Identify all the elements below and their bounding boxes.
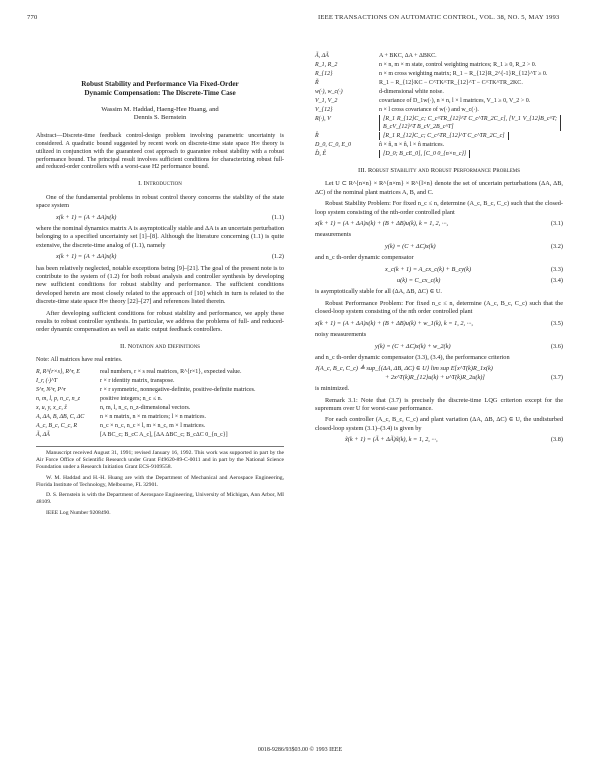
notation-row	[36, 395, 284, 404]
equation-number: (3.4)	[550, 277, 563, 285]
footnotes	[36, 446, 284, 517]
definition-row	[315, 150, 563, 159]
equation-3-6	[375, 343, 563, 351]
intro-paragraph-3: has been relatively neglected, notable exceptions being [9]–[21]. The goal of the present note is to contribute to the system of (1.2) for both robust analysis and controller synthesis by developing new sufficient conditions for robust stability and performance. The sufficient conditions developed herein are most closely related to the approach of [10] which in turn is related to the discrete-time state space H∞ theory [22]–[27] and references listed therein.	[36, 264, 284, 306]
equation-1-2	[56, 253, 284, 261]
equation-3-3	[385, 266, 563, 274]
equation-body: u(k) = C_cx_c(k)	[397, 277, 441, 285]
definition-symbol: V_1, V_2	[315, 98, 338, 104]
definition-text: A + BKC, ΔA + ΔBKC.	[379, 53, 437, 59]
equation-3-7	[315, 365, 563, 382]
equation-3-1	[315, 220, 563, 228]
notation-symbol: A_c, B_c, C_c, R	[36, 422, 77, 429]
definition-row	[315, 132, 563, 141]
equation-body: x(k + 1) = (A + ΔA)x(k)	[56, 213, 117, 221]
equation-number: (3.5)	[550, 319, 563, 327]
definition-symbol: R(·), V	[315, 116, 331, 122]
block-matrix: [R_1 R_{12}C_c; C_c^TR_{12}^T C_c^TR_2C_c], [V_1 V_{12}B_c^T; B_cV_{12}^T B_cV_2B_c^T]	[379, 115, 561, 131]
notation-definition: positive integers; n_c ≤ n.	[100, 395, 163, 402]
equation-number: (3.2)	[550, 242, 563, 250]
equation-body: + 2x^T(k)R_{12}u(k) + u^T(k)R_2u(k)]	[385, 373, 485, 381]
equation-3-4	[397, 277, 563, 285]
block-matrix: [D_0; B_cE_0], [C_0 0_{n×n_c}]	[379, 150, 470, 158]
journal-header: IEEE TRANSACTIONS ON AUTOMATIC CONTROL, VOL. 38, NO. 5, MAY 1993	[318, 14, 560, 21]
definition-row	[315, 52, 563, 61]
notation-symbol: I_r, (·)^T	[36, 377, 58, 384]
notation-definition: r × r symmetric, nonnegative-definite, positive-definite matrices.	[100, 386, 256, 393]
definition-row	[315, 61, 563, 70]
notation-table	[36, 368, 284, 440]
section-3-paragraph-8: and n_c th-order dynamic compensator (3.3), (3.4), the performance criterion	[315, 353, 510, 361]
authors-line-1: Wassim M. Haddad, Haeng-Hee Huang, and	[101, 106, 219, 113]
authors	[36, 106, 284, 123]
notation-symbol: x, u, y, x_c, ẑ	[36, 404, 67, 411]
definition-symbol: V_{12}	[315, 107, 333, 113]
equation-3-2	[385, 243, 563, 251]
definition-row	[315, 106, 563, 115]
definition-row	[315, 115, 563, 132]
definition-text: n × l cross covariance of w(·) and w_c(·).	[379, 107, 479, 113]
definition-symbol: w(·), w_c(·)	[315, 89, 343, 95]
equation-body: x(k + 1) = (A + ΔA)x(k)	[56, 253, 117, 261]
intro-heading: I. Introduction	[138, 180, 182, 188]
definition-symbol: D_0, C_0, E_0	[315, 142, 351, 148]
section-3-paragraph-11: For each controller (A_c, B_c, C_c) and plant variation (ΔA, ΔB, ΔC) ∈ U, the undisturbed closed-loop system (3.1)–(3.4) is given by	[315, 416, 563, 432]
equation-line-1: J(A_c, B_c, C_c) ≜ sup_{(ΔA, ΔB, ΔC) ∈ U} lim sup E[x^T(k)R_1x(k)	[315, 365, 493, 373]
title-line-1: Robust Stability and Performance Via Fixed-Order	[81, 80, 239, 88]
definition-text: d-dimensional white noise.	[379, 89, 444, 95]
definition-text: n̂ × n̂, n × n̂, l × n̂ matrices.	[379, 142, 445, 148]
equation-body: x_c(k + 1) = A_cx_c(k) + B_cy(k)	[385, 265, 472, 273]
definition-text: R_1 − R_{12}KC − C^TK^TR_{12}^T − C^TK^TR_2KC.	[379, 80, 523, 86]
section-3-paragraph-9: is minimized.	[315, 385, 350, 393]
footnote-authors-2: D. S. Bernstein is with the Department of Aerospace Engineering, University of Michigan, Ann Arbor, MI 48109.	[36, 492, 284, 506]
notation-definition: [A BC_c; B_cC A_c], [ΔA ΔBC_c; B_cΔC 0_{n_c}]	[100, 431, 228, 438]
footnote-log-number: IEEE Log Number 9208490.	[46, 509, 111, 516]
definition-symbol: R_1, R_2	[315, 62, 338, 68]
notation-row	[36, 377, 284, 386]
equation-number: (3.1)	[550, 220, 563, 228]
equation-number: (1.1)	[271, 213, 284, 221]
definition-row	[315, 70, 563, 79]
compensator-label: and n_c th-order dynamic compensator	[315, 254, 414, 262]
notation-symbol: n, m, l, p, n_c, n_z	[36, 395, 80, 402]
copyright-footer: 0018-9286/93$03.00 © 1993 IEEE	[257, 747, 343, 753]
footnote-manuscript: Manuscript received August 31, 1991; revised January 16, 1992. This work was supported in part by the Air Force Office of Scientific Research under Grant F49620-89-C-0011 and in part by the National Science Foundation under a Research Initiation Grant ECS-9109558.	[36, 449, 284, 471]
notation-row	[36, 431, 284, 440]
notation-row	[36, 422, 284, 431]
definition-row	[315, 97, 563, 106]
abstract: Abstract—Discrete-time feedback control-design problem involving parametric uncertainty is considered. A quadratic bound suggested by recent work on discrete-time state space H∞ theory is utilized in conjunction with the guaranteed cost approach to guarantee robust stability with a robust performance bound. The principal result involves sufficient conditions for characterizing robust full- and reduced-order controllers with a worst-case H2 performance bound.	[36, 132, 284, 171]
equation-number: (3.7)	[550, 373, 563, 381]
notation-definition: n × n matrix, n × m matrices; l × n matrices.	[100, 413, 206, 420]
notation-row	[36, 368, 284, 377]
definitions-table	[315, 52, 563, 159]
equation-body: y(k) = (C + ΔC)x(k) + w_2(k)	[375, 342, 451, 350]
notation-row	[36, 386, 284, 395]
paper-title	[36, 80, 284, 98]
notation-definition: n, m, l, n_c, n_z-dimensional vectors.	[100, 404, 191, 411]
intro-paragraph-2: where the nominal dynamics matrix A is asymptotically stable and ΔA is an uncertain perturbation belonging to a specified uncertainty set [1]–[8]. Although the literature concerning (1.1) is quite extensive, the discrete-time analog of (1.1), namely	[36, 224, 284, 249]
right-column	[315, 52, 563, 448]
definition-row	[315, 88, 563, 97]
equation-line-2	[315, 374, 563, 382]
equation-body: x(k + 1) = (A + ΔA)x(k) + (B + ΔB)u(k), k = 1, 2, ···,	[315, 220, 449, 228]
notation-symbol: S^r, N^r, P^r	[36, 386, 66, 393]
definition-text: n × m cross weighting matrix; R_1 − R_{12}R_2^{-1}R_{12}^T ≥ 0.	[379, 71, 548, 77]
definition-row	[315, 79, 563, 88]
definition-symbol: R_{12}	[315, 71, 333, 77]
notation-row	[36, 413, 284, 422]
authors-line-2: Dennis S. Bernstein	[133, 114, 187, 122]
block-matrix: [R_1 R_{12}C_c; C_c^TR_{12}^T C_c^TR_2C_c]	[379, 132, 509, 140]
notation-symbol: Ã, ΔÃ	[36, 431, 50, 438]
definition-text: covariance of D_1w(·), n × n, l × l matrices, V_1 ≥ 0, V_2 > 0.	[379, 98, 531, 104]
notation-symbol: A, ΔA, B, ΔB, C, ΔC	[36, 413, 85, 420]
noisy-measurements-label: noisy measurements	[315, 331, 367, 339]
equation-number: (1.2)	[271, 253, 284, 261]
equation-body: x(k + 1) = (A + ΔA)x(k) + (B + ΔB)u(k) + w_1(k), k = 1, 2, ···,	[315, 319, 474, 327]
equation-body: x̃(k + 1) = (Ã + ΔÃ)x̃(k), k = 1, 2, ···,	[345, 436, 438, 444]
definition-row	[315, 141, 563, 150]
equation-3-5	[315, 320, 563, 328]
page-number: 770	[27, 14, 38, 21]
equation-1-1	[56, 214, 284, 222]
notation-definition: real numbers, r × s real matrices, R^{r×1}, expected value.	[100, 368, 242, 375]
equation-body: y(k) = (C + ΔC)x(k)	[385, 242, 436, 250]
equation-number: (3.8)	[550, 436, 563, 444]
definition-symbol: R̂	[315, 133, 319, 139]
notation-note: Note: All matrices have real entries.	[36, 357, 123, 364]
equation-number: (3.3)	[550, 265, 563, 273]
footnote-authors-1: W. M. Haddad and H.-H. Huang are with the Department of Mechanical and Aerospace Engineering, Florida Institute of Technology, Melbourne, FL 32901.	[36, 474, 284, 488]
notation-definition: n_c × n_c, n_c × l, m × n_c, m × l matrices.	[100, 422, 206, 429]
notation-definition: r × r identity matrix, transpose.	[100, 377, 175, 384]
equation-3-8	[345, 436, 563, 444]
definition-text: n × n, m × m state, control weighting matrices; R_1 ≥ 0, R_2 > 0.	[379, 62, 537, 68]
definition-symbol: Ã, ΔÃ	[315, 53, 329, 59]
section-3-paragraph-5: is asymptotically stable for all (ΔA, ΔB, ΔC) ∈ U.	[315, 288, 442, 296]
intro-paragraph-1: One of the fundamental problems in robust control theory concerns the stability of the state space system	[36, 193, 284, 210]
section-3-paragraph-2: Robust Stability Problem: For fixed n_c ≤ n, determine (A_c, B_c, C_c) such that the closed-loop system consisting of the nth-order controlled plant	[315, 200, 563, 216]
remark-3-1: Remark 3.1: Note that (3.7) is precisely the discrete-time LQG criterion except for the supremum over U for worst-case performance.	[315, 396, 563, 412]
equation-number: (3.6)	[550, 342, 563, 350]
notation-symbol: R, R^{r×s}, R^r, E	[36, 368, 80, 375]
title-line-2: Dynamic Compensation: The Discrete-Time Case	[84, 89, 236, 97]
left-column	[36, 40, 284, 520]
section-3-heading: III. Robust Stability and Robust Performance Problems	[358, 167, 520, 174]
intro-paragraph-4: After developing sufficient conditions for robust stability and performance, we apply these results to robust controller synthesis. In particular, we address the problems of full- and reduced-order dynamic compensation as well as static output feedback controllers.	[36, 309, 284, 334]
definition-symbol: R̃	[315, 80, 319, 86]
section-3-paragraph-1: Let U ⊂ R^{n×n} × R^{n×m} × R^{l×n} denote the set of uncertain perturbations (ΔA, ΔB, ΔC) of the nominal plant matrices A, B, and C.	[315, 180, 563, 196]
notation-row	[36, 404, 284, 413]
section-3-paragraph-6: Robust Performance Problem: For fixed n_c ≤ n, determine (A_c, B_c, C_c) such that the closed-loop system consisting of the nth order controlled plant	[315, 299, 563, 316]
definition-symbol: D̂, Ê	[315, 151, 326, 157]
measurements-label: measurements	[315, 231, 352, 239]
notation-heading: II. Notation and Definitions	[119, 342, 201, 350]
